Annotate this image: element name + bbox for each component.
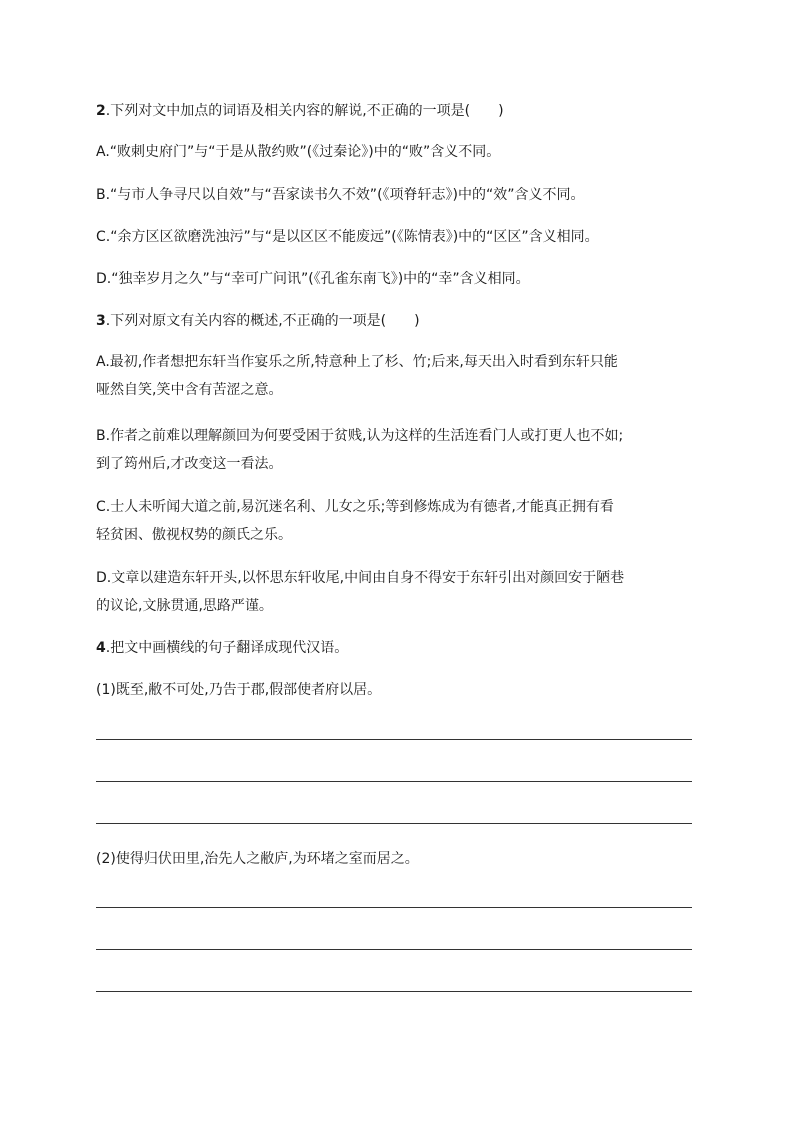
q3-option-c-line2: 轻贫困、傲视权势的颜氏之乐。 bbox=[96, 527, 292, 543]
q4-item-1: (1)既至,敝不可处,乃告于郡,假部使者府以居。 bbox=[96, 682, 382, 698]
q3-option-b-line1: B.作者之前难以理解颜回为何要受困于贫贱,认为这样的生活连看门人或打更人也不如; bbox=[96, 428, 624, 444]
answer-line-1-1[interactable] bbox=[96, 739, 692, 740]
q2-stem-text: .下列对文中加点的词语及相关内容的解说,不正确的一项是( ) bbox=[105, 103, 504, 119]
q2-number: 2 bbox=[96, 103, 106, 119]
answer-line-1-3[interactable] bbox=[96, 823, 692, 824]
q3-option-c-line1: C.士人未听闻大道之前,易沉迷名利、儿女之乐;等到修炼成为有德者,才能真正拥有看 bbox=[96, 499, 614, 515]
q2-option-a: A.“败刺史府门”与“于是从散约败”(《过秦论》)中的“败”含义不同。 bbox=[96, 144, 501, 160]
q3-option-d-line2: 的议论,文脉贯通,思路严谨。 bbox=[96, 598, 273, 614]
q3-option-d-line1: D.文章以建造东轩开头,以怀思东轩收尾,中间由自身不得安于东轩引出对颜回安于陋巷 bbox=[96, 570, 625, 586]
q3-option-a-line1: A.最初,作者想把东轩当作宴乐之所,特意种上了杉、竹;后来,每天出入时看到东轩只能 bbox=[96, 354, 618, 370]
q4-item-2: (2)使得归伏田里,治先人之敝庐,为环堵之室而居之。 bbox=[96, 851, 419, 867]
q2-option-b: B.“与市人争寻尺以自效”与“吾家读书久不效”(《项脊轩志》)中的“效”含义不同。 bbox=[96, 187, 585, 203]
answer-line-2-1[interactable] bbox=[96, 907, 692, 908]
q4-number: 4 bbox=[96, 640, 106, 656]
answer-line-1-2[interactable] bbox=[96, 781, 692, 782]
q3-stem bbox=[96, 311, 698, 331]
q4-stem bbox=[96, 638, 698, 658]
q4-stem-text: .把文中画横线的句子翻译成现代汉语。 bbox=[105, 640, 349, 656]
q3-option-b-line2: 到了筠州后,才改变这一看法。 bbox=[96, 456, 283, 472]
q3-option-a-line2: 哑然自笑,笑中含有苦涩之意。 bbox=[96, 382, 283, 398]
q2-option-d: D.“独幸岁月之久”与“幸可广问讯”(《孔雀东南飞》)中的“幸”含义相同。 bbox=[96, 271, 530, 287]
q3-stem-text: .下列对原文有关内容的概述,不正确的一项是( ) bbox=[105, 313, 420, 329]
answer-line-2-2[interactable] bbox=[96, 949, 692, 950]
q2-option-c: C.“余方区区欲磨洗浊污”与“是以区区不能废远”(《陈情表》)中的“区区”含义相同。 bbox=[96, 229, 599, 245]
answer-line-2-3[interactable] bbox=[96, 991, 692, 992]
q2-stem bbox=[96, 101, 698, 121]
q3-number: 3 bbox=[96, 313, 106, 329]
